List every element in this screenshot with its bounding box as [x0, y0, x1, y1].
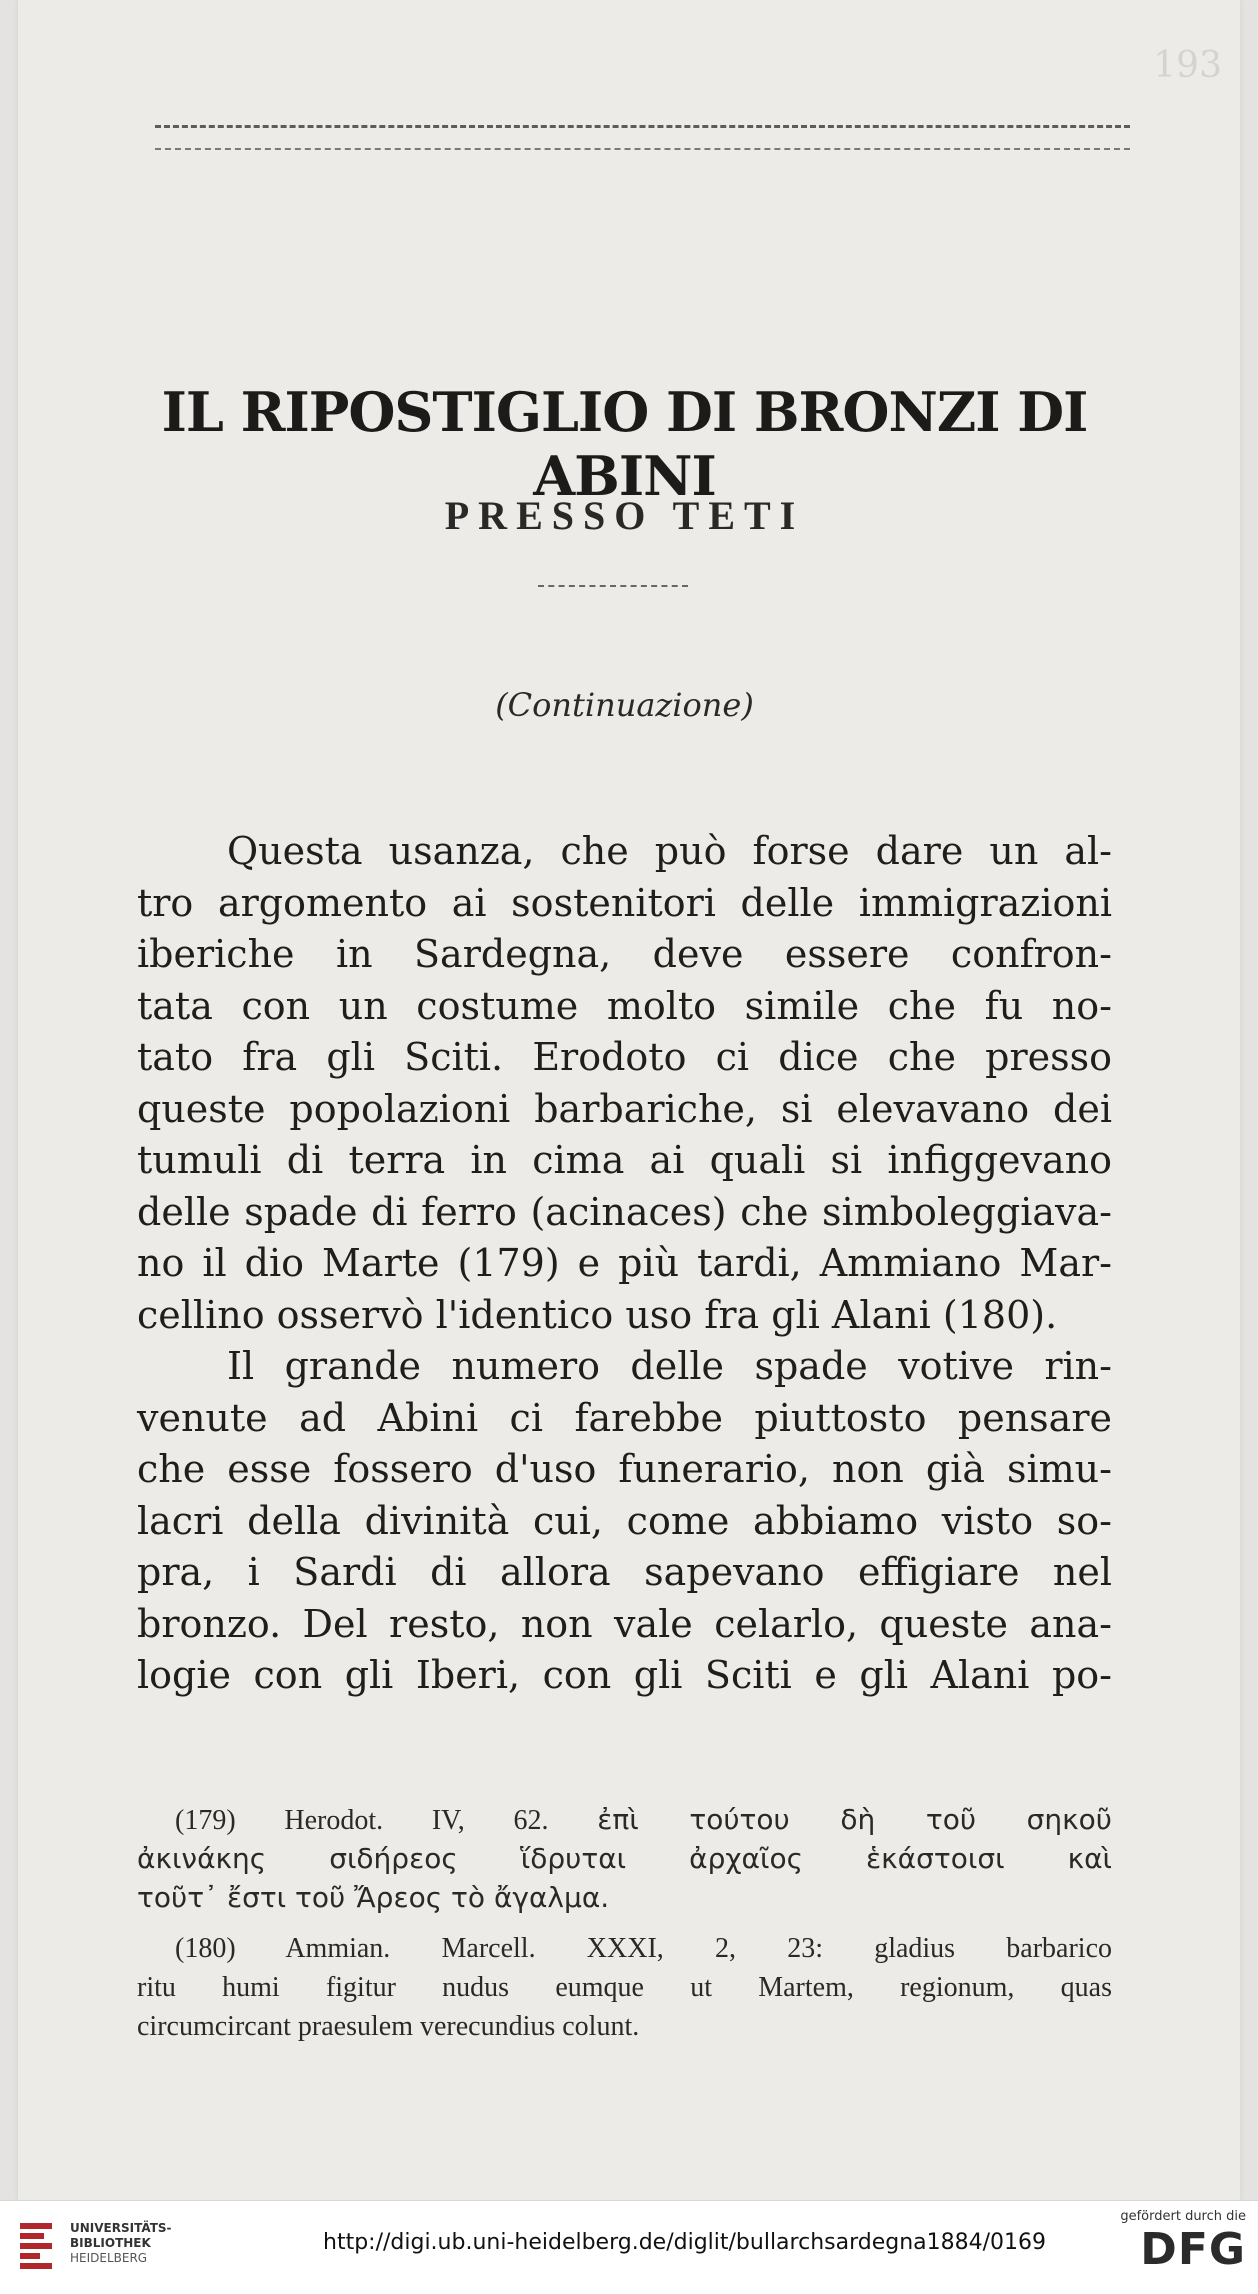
footnote-180-line-2: ritu humi figitur nudus eumque ut Martem, regionum, quas: [137, 1972, 1112, 2003]
body-line: Il grande numero delle spade votive rin-: [227, 1344, 1112, 1388]
dfg-logo: DFG: [1140, 2224, 1246, 2275]
body-line: tro argomento ai sostenitori delle immigrazioni: [137, 880, 1112, 925]
body-line: tato fra gli Sciti. Erodoto ci dice che presso: [137, 1035, 1112, 1079]
body-line: lacri della divinità cui, come abbiamo visto so-: [137, 1498, 1112, 1543]
top-rule: [155, 125, 1130, 128]
body-line: tata con un costume molto simile che fu no-: [137, 983, 1112, 1028]
permalink-url[interactable]: http://digi.ub.uni-heidelberg.de/diglit/bullarchsardegna1884/0169: [323, 2230, 1047, 2255]
body-line: cellino osservò l'identico uso fra gli Alani (180).: [137, 1292, 1058, 1337]
body-line: che esse fossero d'uso funerario, non già simu-: [137, 1447, 1112, 1491]
body-line: queste popolazioni barbariche, si elevavano dei: [137, 1086, 1112, 1131]
body-line: no il dio Marte (179) e più tardi, Ammiano Mar-: [137, 1241, 1112, 1285]
logo-line-3: HEIDELBERG: [70, 2251, 148, 2265]
university-library-logo-text: [70, 2221, 172, 2266]
footnote-179-line-3: τοῦτ᾽ ἔστι τοῦ Ἄρεος τὸ ἄγαλμα.: [137, 1881, 610, 1914]
logo-line-2: BIBLIOTHEK: [70, 2236, 151, 2250]
footnote-179-line-2: ἀκινάκης σιδήρεος ἵδρυται ἀρχαῖος ἑκάστοισι καὶ: [137, 1842, 1112, 1875]
body-text: [137, 826, 1112, 1702]
body-line: iberiche in Sardegna, deve essere confron-: [137, 932, 1112, 976]
top-rule-secondary: [155, 148, 1130, 150]
body-line: tumuli di terra in cima ai quali si infiggevano: [137, 1138, 1112, 1182]
title-divider: [538, 585, 688, 587]
body-line: delle spade di ferro (acinaces) che simboleggiava-: [137, 1189, 1112, 1234]
university-library-logo-icon: [14, 2215, 58, 2275]
footnote-180-line-1: (180) Ammian. Marcell. XXXI, 2, 23: gladius barbarico: [175, 1933, 1112, 1964]
body-line: bronzo. Del resto, non vale celarlo, queste ana-: [137, 1601, 1112, 1646]
article-subtitle: PRESSO TETI: [444, 493, 805, 538]
ghost-page-number: 193: [1153, 45, 1222, 86]
funding-credit: [1120, 2209, 1246, 2274]
footnote-180-line-3: circumcircant praesulem verecundius colunt.: [137, 2011, 640, 2042]
continuation-note: (Continuazione): [495, 686, 754, 724]
footnote-179-line-1: [137, 1800, 1112, 1839]
body-line: venute ad Abini ci farebbe piuttosto pensare: [137, 1395, 1112, 1440]
footnote-179-greek: ἐπὶ τούτου δὴ τοῦ σηκοῦ: [597, 1803, 1112, 1836]
logo-line-1: UNIVERSITÄTS-: [70, 2221, 172, 2235]
body-line: logie con gli Iberi, con gli Sciti e gli Alani po-: [137, 1653, 1112, 1697]
article-title: IL RIPOSTIGLIO DI BRONZI DI ABINI: [161, 380, 1088, 508]
body-line: Questa usanza, che può forse dare un al-: [227, 829, 1112, 873]
footnotes: [137, 1800, 1112, 2046]
funded-by-text: gefördert durch die: [1120, 2209, 1246, 2224]
footnote-179-ref: (179) Herodot. IV, 62.: [175, 1805, 549, 1836]
body-line: pra, i Sardi di allora sapevano effigiare nel: [137, 1550, 1112, 1594]
footer-bar: [0, 2200, 1258, 2294]
